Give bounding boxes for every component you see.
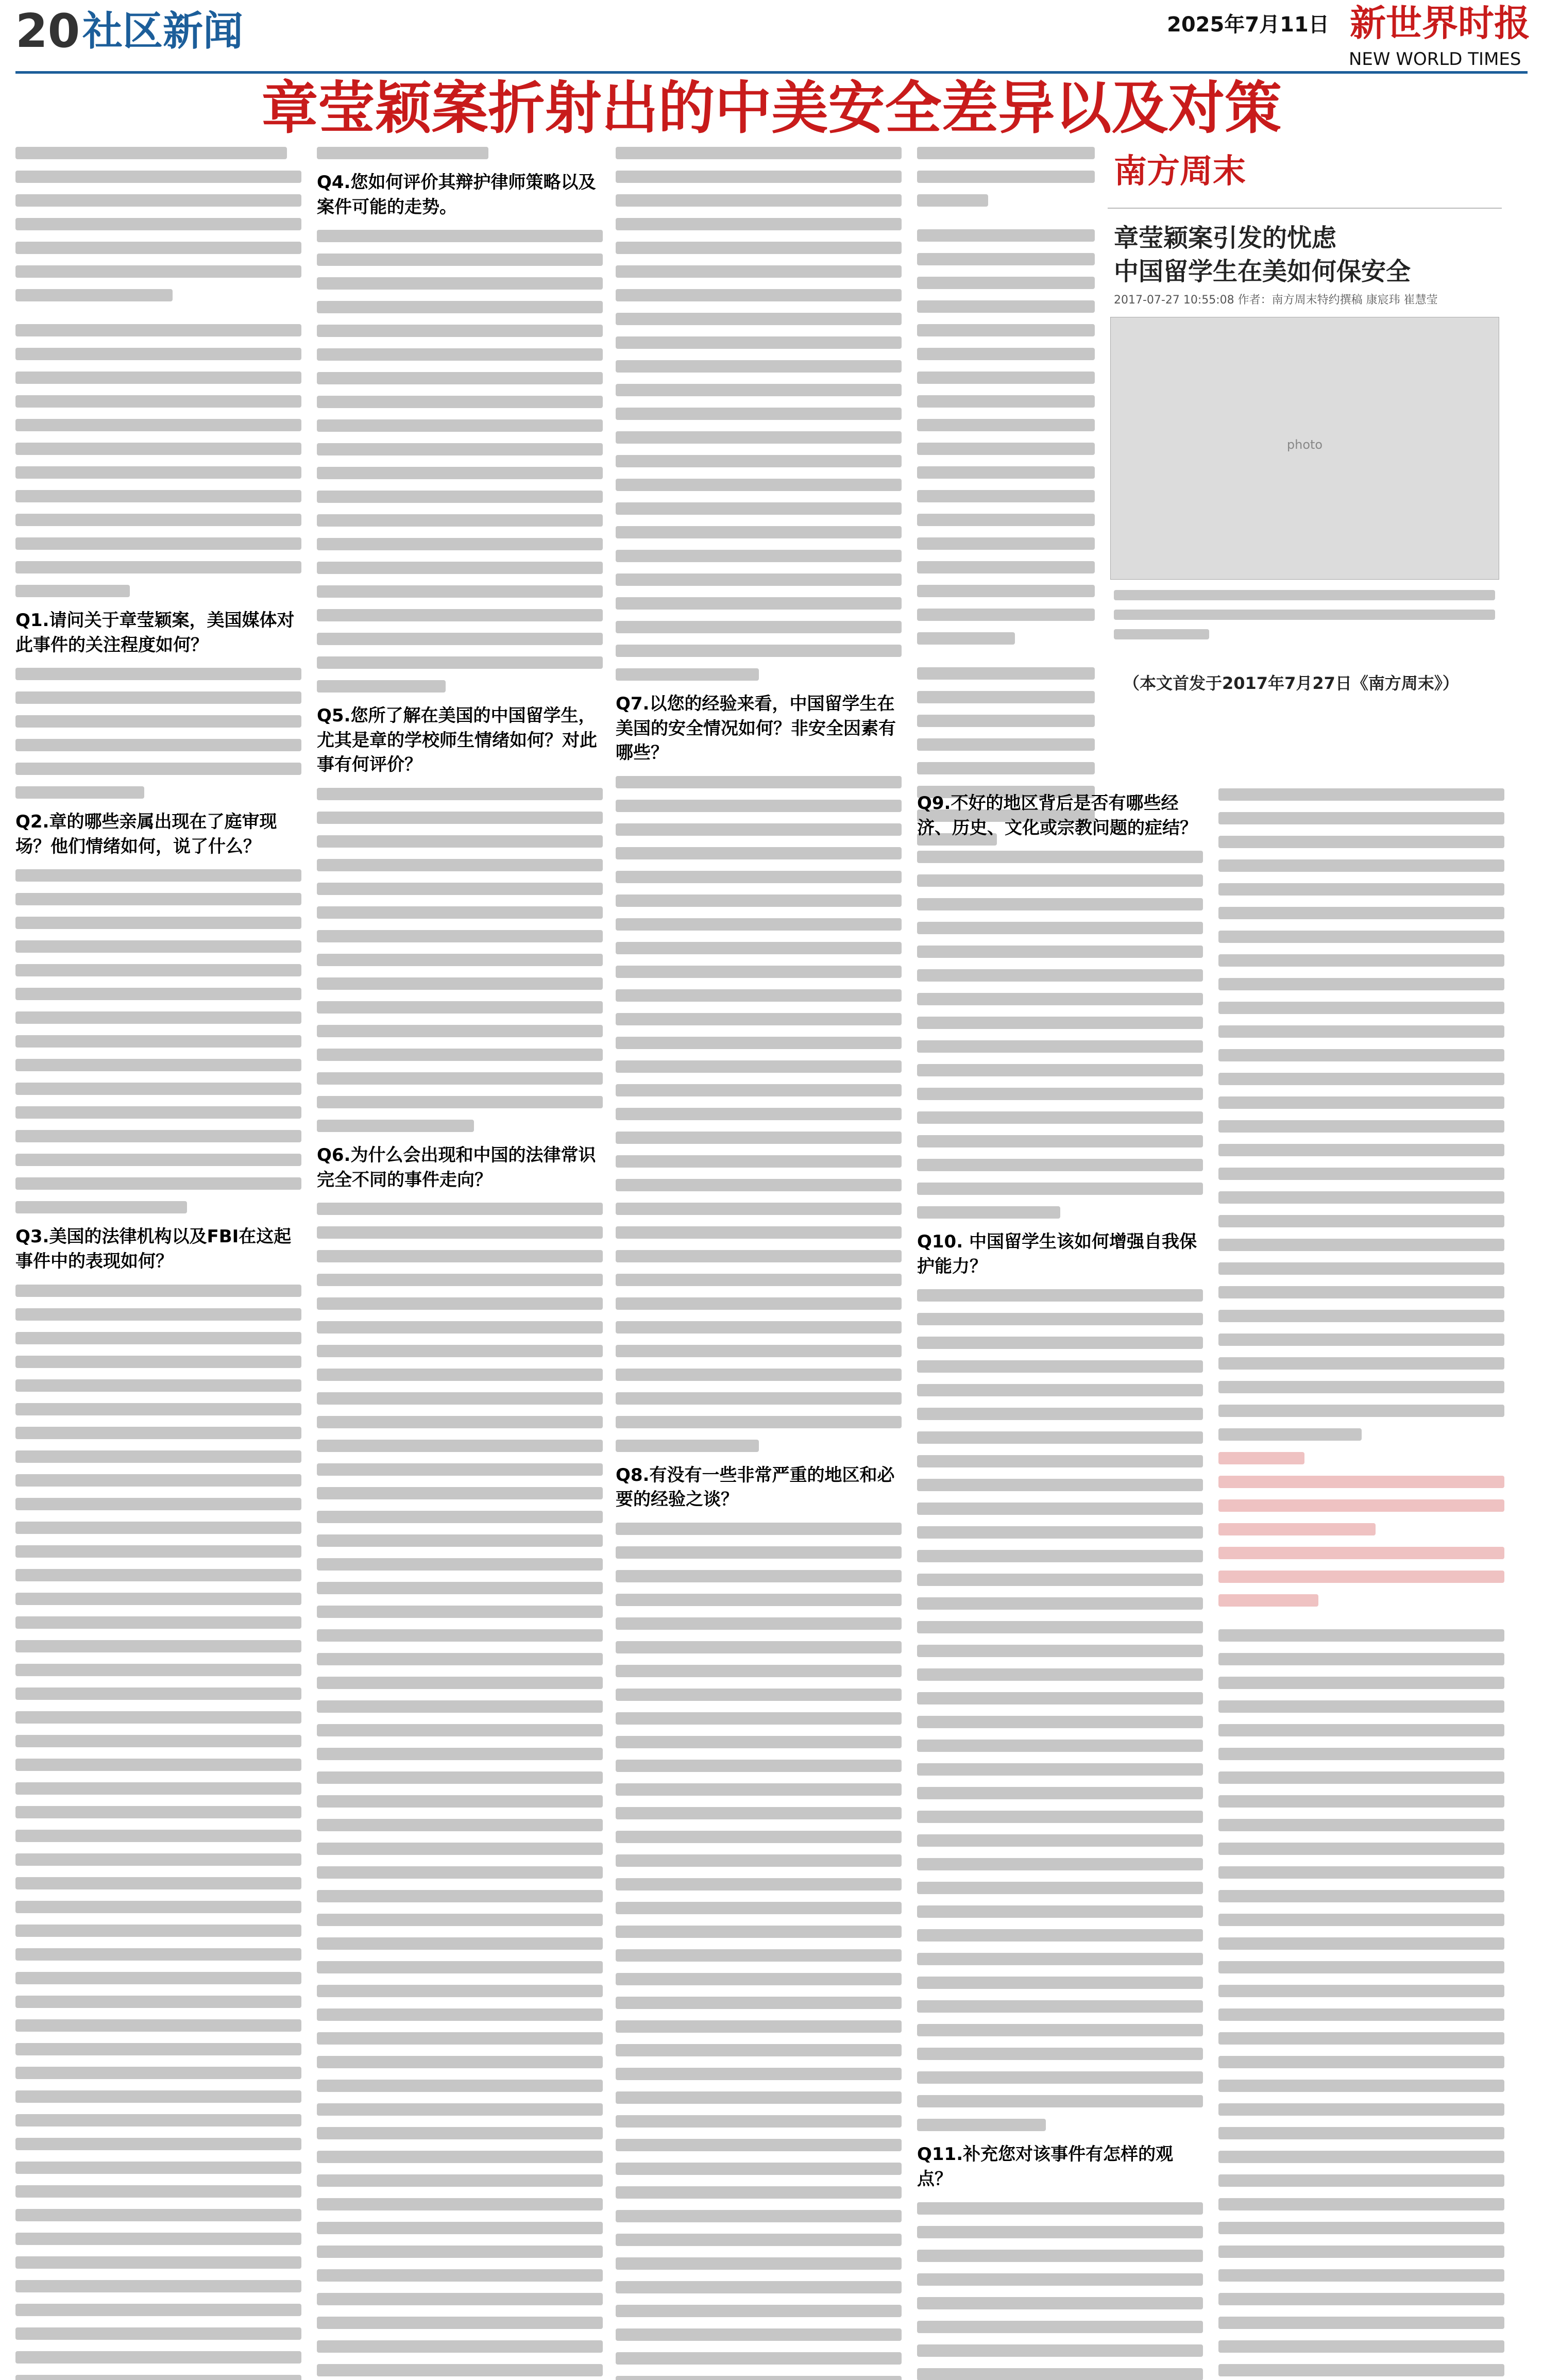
column-body (15, 869, 301, 1213)
photo-caption (1114, 590, 1495, 649)
section-question-1: Q1.请问关于章莹颖案，美国媒体对此事件的关注程度如何？ (15, 610, 295, 655)
column-body (317, 1203, 603, 2380)
article-column-2 (317, 147, 603, 2380)
sidebar-meta: 2017-07-27 10:55:08 作者：南方周末特约撰稿 康宸玮 崔慧莹 (1114, 294, 1438, 307)
column-body (317, 788, 603, 1132)
section-question-3: Q3.美国的法律机构以及FBI在这起事件中的表现如何？ (15, 1226, 292, 1272)
column-body (15, 1285, 301, 2380)
article-column-4 (917, 147, 1095, 857)
article-column-3 (616, 147, 902, 2380)
reminder-note (1218, 1452, 1504, 1607)
source-note: （本文首发于2017年7月27日《南方周末》） (1123, 673, 1459, 693)
section-question-2: Q2.章的哪些亲属出现在了庭审现场？他们情绪如何，说了什么？ (15, 812, 277, 857)
section-name: 社区新闻 (82, 8, 244, 55)
column-body (1218, 788, 1504, 1441)
headline: 章莹颖案折射出的中美安全差异以及对策 (261, 75, 1282, 141)
sidebar-title-line-2: 中国留学生在美如何保安全 (1114, 257, 1411, 286)
column-body (317, 230, 603, 693)
column-body (917, 147, 1095, 846)
column-body (317, 147, 603, 159)
sidebar-divider (1108, 208, 1502, 209)
section-question-6: Q6.为什么会出现和中国的法律常识完全不同的事件走向？ (317, 1144, 596, 1190)
column-body (917, 1289, 1203, 2131)
section-question-4: Q4.您如何评价其辩护律师策略以及案件可能的走势。 (317, 172, 596, 217)
column-body (616, 776, 902, 1452)
section-question-10: Q10. 中国留学生该如何增强自我保护能力？ (917, 1231, 1197, 1277)
page-header (0, 0, 1543, 72)
sidebar-title (1114, 222, 1495, 289)
masthead-logo: 新世界时报 (1350, 2, 1530, 44)
photo-label: photo (1286, 437, 1323, 452)
issue-date: 2025年7月11日 (1167, 13, 1329, 37)
column-body (917, 2202, 1203, 2380)
reprint-sidebar (1108, 152, 1502, 770)
article-column-4-lower (917, 788, 1203, 2380)
column-body (616, 147, 902, 681)
article-column-5 (1218, 788, 1504, 2380)
column-body (616, 1523, 902, 2380)
section-question-5: Q5.您所了解在美国的中国留学生，尤其是章的学校师生情绪如何？对此事有何评价？ (317, 705, 597, 775)
section-question-8: Q8.有没有一些非常严重的地区和必要的经验之谈？ (616, 1464, 895, 1510)
section-question-11: Q11.补充您对该事件有怎样的观点？ (917, 2144, 1174, 2189)
sidebar-brand-logo: 南方周末 (1114, 152, 1246, 191)
section-question-9: Q9.不好的地区背后是否有哪些经济、历史、文化或宗教问题的症结？ (917, 793, 1197, 838)
column-body (917, 851, 1203, 1219)
masthead-english: NEW WORLD TIMES (1349, 49, 1521, 70)
page-number: 20 (15, 4, 80, 58)
section-question-7: Q7.以您的经验来看，中国留学生在美国的安全情况如何？非安全因素有哪些？ (616, 694, 896, 764)
header-rule (15, 71, 1528, 74)
author-bio (1218, 1629, 1504, 2380)
sidebar-title-line-1: 章莹颖案引发的忧虑 (1114, 224, 1337, 252)
column-body (15, 668, 301, 799)
column-body (15, 147, 301, 597)
article-column-1 (15, 147, 301, 2380)
photo (1110, 317, 1499, 580)
